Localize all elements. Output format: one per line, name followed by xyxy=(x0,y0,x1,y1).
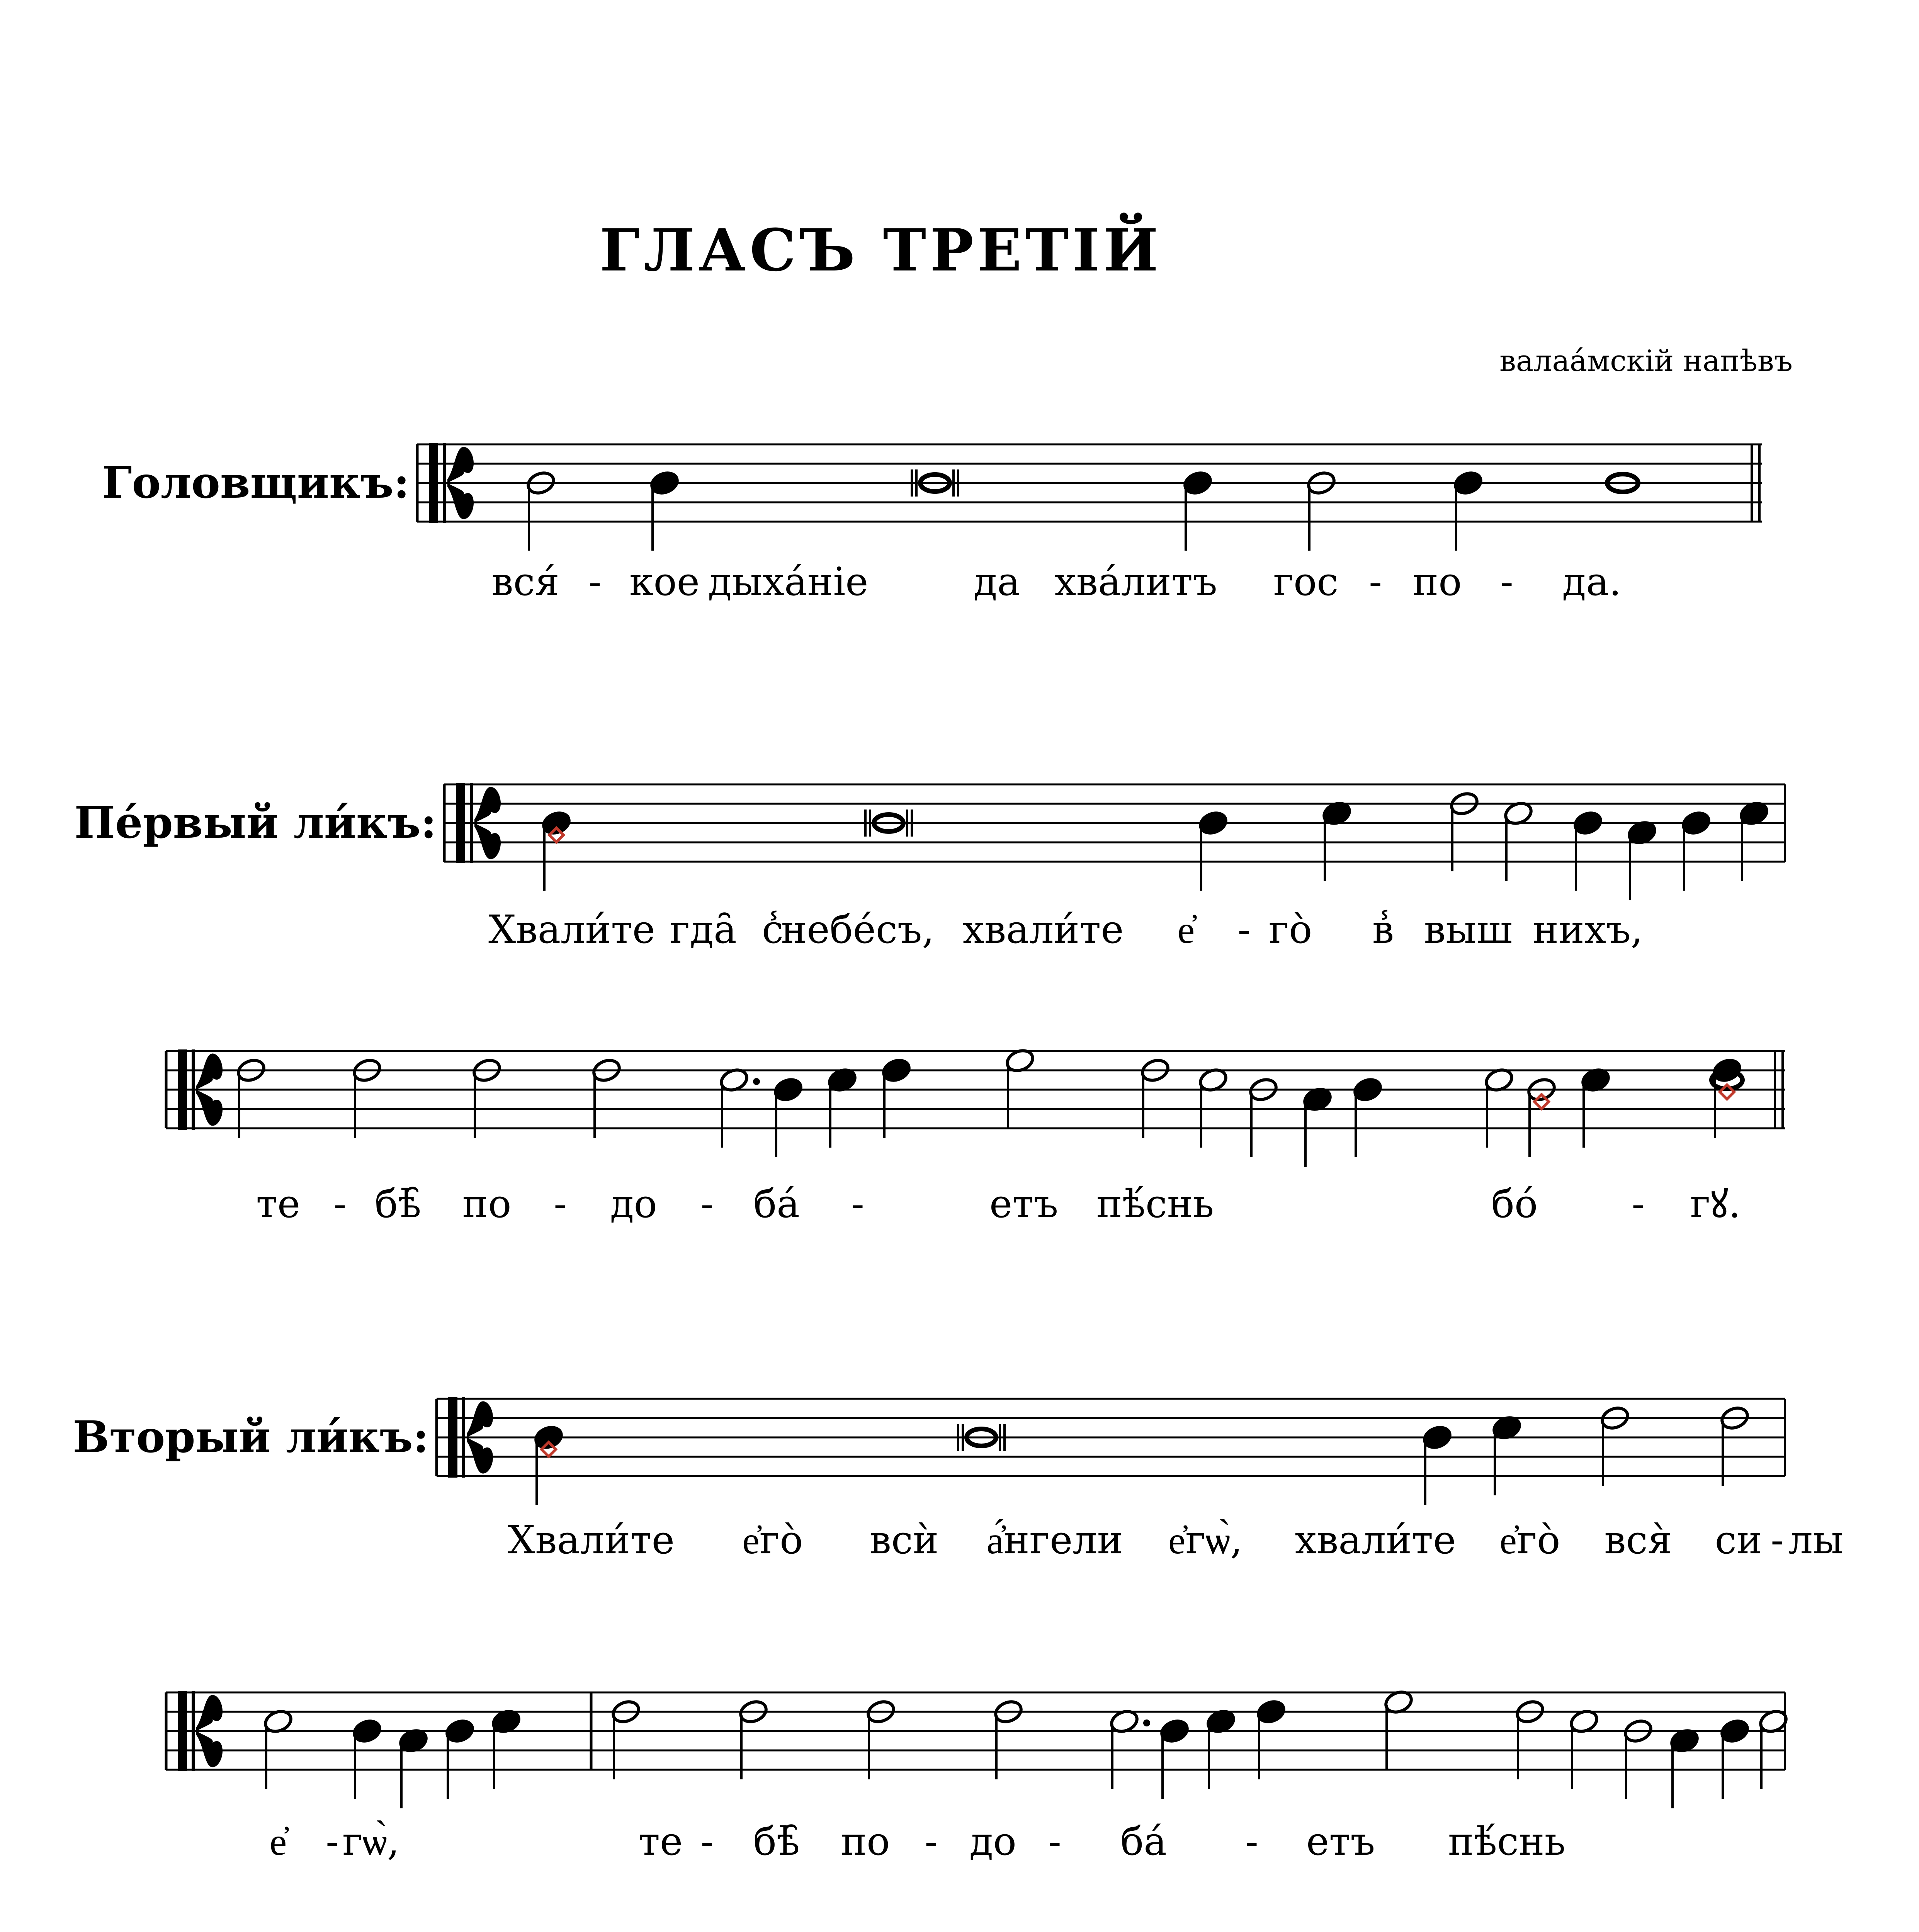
lyric-syllable: те xyxy=(256,1181,301,1226)
note xyxy=(772,1076,804,1157)
lyric-syllable: пѣ́снь xyxy=(1096,1181,1214,1226)
note xyxy=(351,1057,382,1138)
lyric-syllable: бѣ̑ xyxy=(374,1181,422,1226)
note xyxy=(1448,790,1480,871)
note xyxy=(591,1057,622,1138)
note xyxy=(1004,1047,1035,1128)
note xyxy=(1669,1727,1700,1808)
note xyxy=(398,1727,429,1808)
system-vtoryi-lik-continued xyxy=(166,1689,1789,1864)
lyric-syllable: до xyxy=(610,1181,657,1226)
lyric-syllable: а҆́нгели xyxy=(986,1517,1123,1563)
system-golovshchik xyxy=(102,443,1762,604)
lyric-syllable: - xyxy=(1771,1517,1784,1563)
note xyxy=(541,810,572,891)
note xyxy=(1108,1708,1150,1789)
lyric-syllable: - xyxy=(333,1181,347,1226)
note xyxy=(1139,1057,1171,1138)
note xyxy=(1182,469,1213,551)
lyric-syllable: ба́ xyxy=(1120,1819,1167,1864)
lyric-syllable: - xyxy=(700,1181,714,1226)
staff xyxy=(437,1399,1785,1476)
lyric-syllable: Хвали́те xyxy=(508,1517,675,1563)
lyric-syllable: - xyxy=(554,1181,567,1226)
note xyxy=(1719,1718,1750,1799)
lyric-syllable: хвали́те xyxy=(1295,1517,1456,1563)
lyric-syllable: бо́ xyxy=(1491,1181,1538,1226)
note xyxy=(525,469,556,551)
lyric-syllable: бѣ̑ xyxy=(753,1819,800,1864)
lyrics-line xyxy=(488,907,1643,952)
lyric-syllable: по xyxy=(841,1819,890,1864)
lyric-syllable: - xyxy=(588,559,602,604)
note xyxy=(471,1057,502,1138)
system-pervyi-lik-continued xyxy=(166,1047,1785,1226)
system-vtoryi-lik xyxy=(73,1397,1843,1563)
lyric-syllable: выш xyxy=(1424,907,1513,952)
note xyxy=(1452,469,1484,551)
voice-label: Головщикъ: xyxy=(102,457,410,508)
lyric-syllable: гꙋ. xyxy=(1690,1181,1741,1226)
note xyxy=(262,1708,294,1789)
lyrics-line xyxy=(256,1181,1741,1226)
lyric-syllable: етъ xyxy=(1306,1819,1375,1864)
lyric-syllable: - xyxy=(1048,1819,1061,1864)
lyric-syllable: е҆ xyxy=(269,1819,287,1864)
lyric-syllable: да xyxy=(973,559,1020,604)
lyric-syllable: - xyxy=(1245,1819,1258,1864)
note xyxy=(1421,1424,1453,1505)
lyric-syllable: - xyxy=(326,1819,339,1864)
lyric-syllable: е҆гѡ̀, xyxy=(1168,1517,1243,1563)
note xyxy=(1321,800,1352,881)
lyric-syllable: вся́ xyxy=(491,559,559,604)
lyric-syllable: вся̀ xyxy=(1604,1517,1672,1563)
note xyxy=(993,1698,1024,1779)
note xyxy=(1503,800,1534,881)
staff xyxy=(166,1051,1785,1128)
lyric-syllable: хва́литъ xyxy=(1054,559,1217,604)
note xyxy=(1483,1066,1514,1148)
staff xyxy=(417,444,1762,522)
note xyxy=(1159,1718,1190,1799)
note xyxy=(1197,1066,1229,1148)
lyric-syllable: по xyxy=(462,1181,512,1226)
note xyxy=(1599,1405,1630,1486)
lyric-syllable: да. xyxy=(1562,559,1622,604)
lyric-syllable: гос xyxy=(1273,559,1339,604)
voice-label: Пе́рвый ли́къ: xyxy=(74,798,437,848)
lyric-syllable: си xyxy=(1715,1517,1763,1563)
lyric-syllable: пѣ́снь xyxy=(1448,1819,1566,1864)
note xyxy=(1622,1718,1654,1799)
lyric-syllable: - xyxy=(1632,1181,1645,1226)
lyric-syllable: - xyxy=(700,1819,714,1864)
lyric-syllable: - xyxy=(851,1181,864,1226)
lyric-syllable: с̾ xyxy=(761,907,784,952)
lyric-syllable: в̾ xyxy=(1372,907,1394,952)
lyric-syllable: - xyxy=(1369,559,1382,604)
note xyxy=(1352,1076,1383,1157)
lyrics-line xyxy=(508,1517,1843,1563)
lyric-syllable: - xyxy=(925,1819,938,1864)
lyric-syllable: гѡ̀, xyxy=(342,1819,399,1864)
note xyxy=(1248,1076,1279,1157)
note xyxy=(826,1066,858,1148)
lyric-syllable: по xyxy=(1412,559,1462,604)
note xyxy=(235,1057,267,1138)
lyric-syllable: гда̑ xyxy=(670,907,737,952)
note xyxy=(718,1066,760,1148)
note xyxy=(649,469,680,551)
note xyxy=(1383,1689,1414,1770)
note xyxy=(1302,1086,1333,1167)
lyric-syllable: ба́ xyxy=(753,1181,800,1226)
lyric-syllable: те xyxy=(638,1819,683,1864)
system-pervyi-lik xyxy=(74,783,1785,952)
composer-line: валаа́мскій напѣвъ xyxy=(1499,344,1793,378)
lyrics-line xyxy=(491,559,1621,604)
lyric-syllable: хвали́те xyxy=(962,907,1124,952)
note xyxy=(1580,1066,1611,1148)
lyric-syllable: е҆го̀ xyxy=(742,1517,803,1563)
lyric-syllable: небе́съ, xyxy=(781,907,935,952)
note xyxy=(1305,469,1337,551)
note xyxy=(1526,1076,1557,1157)
note xyxy=(1514,1698,1545,1779)
note xyxy=(1719,1405,1750,1486)
lyric-syllable: всѝ xyxy=(869,1517,939,1563)
lyric-syllable: Хвали́те xyxy=(488,907,655,952)
note xyxy=(610,1698,641,1779)
note xyxy=(444,1718,475,1799)
lyrics-line xyxy=(270,1819,1565,1864)
note xyxy=(1255,1698,1287,1779)
note xyxy=(351,1718,382,1799)
note xyxy=(1626,819,1657,900)
note xyxy=(533,1424,564,1505)
note xyxy=(1568,1708,1599,1789)
note xyxy=(738,1698,769,1779)
note xyxy=(1680,810,1712,891)
lyric-syllable: кое xyxy=(629,559,700,604)
lyric-syllable: - xyxy=(1500,559,1513,604)
note xyxy=(880,1057,912,1138)
lyric-syllable: нихъ, xyxy=(1533,907,1643,952)
lyric-syllable: - xyxy=(1237,907,1251,952)
lyric-syllable: етъ xyxy=(989,1181,1059,1226)
lyric-syllable: лы xyxy=(1788,1517,1844,1563)
lyric-syllable: го̀ xyxy=(1268,907,1312,952)
page-title: ГЛАСЪ ТРЕТІЙ xyxy=(600,216,1162,284)
note xyxy=(490,1708,522,1789)
note xyxy=(1491,1414,1522,1495)
lyric-syllable: е҆ xyxy=(1177,907,1195,952)
voice-label: Вторый ли́къ: xyxy=(73,1412,429,1463)
note xyxy=(1205,1708,1236,1789)
note xyxy=(865,1698,896,1779)
note xyxy=(1197,810,1229,891)
lyric-syllable: е҆го̀ xyxy=(1499,1517,1560,1563)
lyric-syllable: до xyxy=(969,1819,1016,1864)
note xyxy=(1738,800,1769,881)
lyric-syllable: дыха́ніе xyxy=(708,559,869,604)
note xyxy=(1572,810,1603,891)
